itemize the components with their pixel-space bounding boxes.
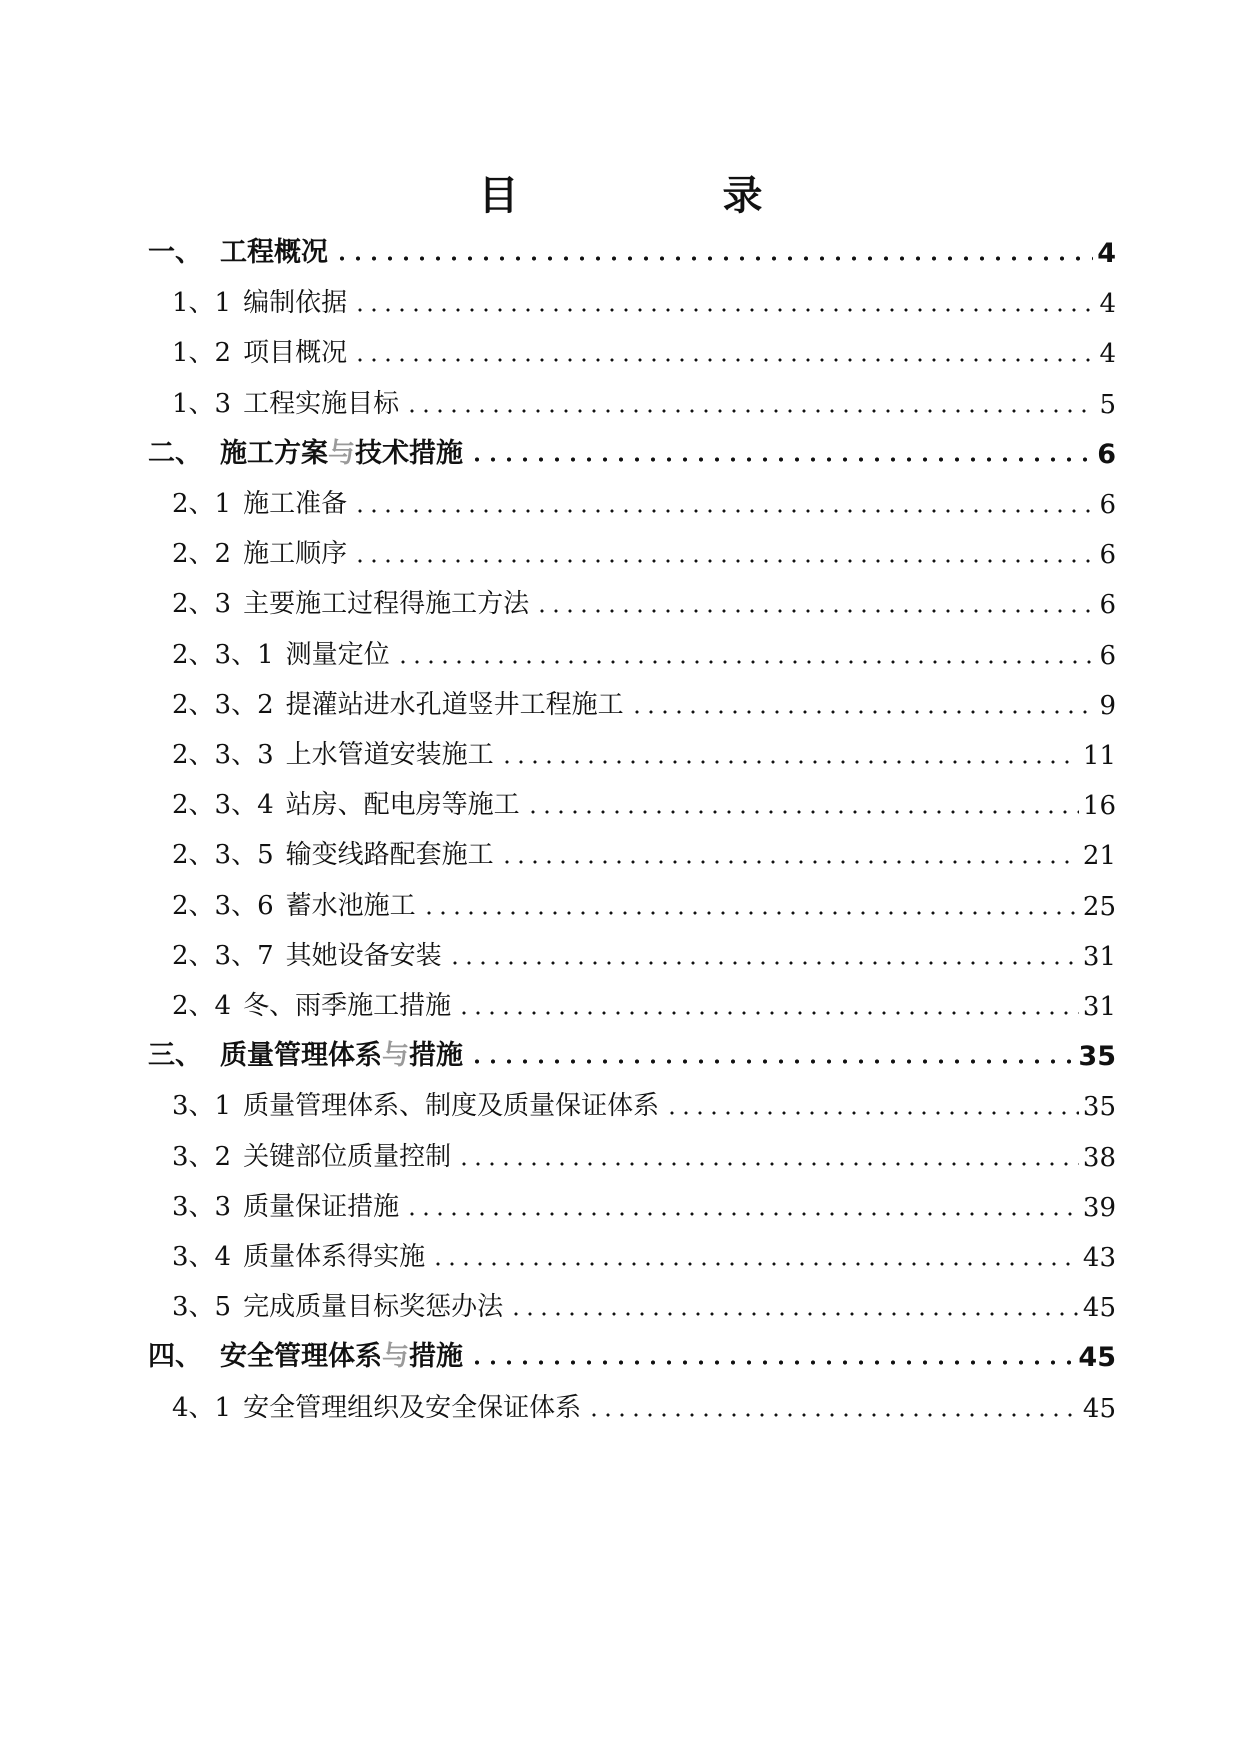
toc-entry-number: 2、2 xyxy=(172,539,232,570)
toc-page-number: 4 xyxy=(1099,339,1116,370)
toc-section-entry[interactable] xyxy=(172,1384,1116,1424)
toc-chapter-entry[interactable] xyxy=(148,1333,1116,1373)
toc-dot-leader xyxy=(448,961,1079,965)
toc-page-number: 31 xyxy=(1082,941,1116,972)
toc-entry-number: 1、3 xyxy=(172,388,232,419)
toc-entry-title xyxy=(220,431,463,470)
toc-entry-number: 2、3、3 xyxy=(172,740,274,770)
toc-section-entry[interactable] xyxy=(172,982,1116,1022)
toc-section-entry[interactable] xyxy=(172,631,1116,671)
toc-section-entry[interactable] xyxy=(172,681,1116,721)
toc-entry-title-text: 关键部位质量控制 xyxy=(243,1141,452,1172)
toc-entry-title xyxy=(243,383,399,420)
toc-entry-number: 3、2 xyxy=(172,1141,232,1172)
toc-page-number: 35 xyxy=(1082,1092,1116,1123)
toc-entry-number: 2、3、6 xyxy=(172,890,274,921)
toc-entry-title-connector: 与 xyxy=(328,437,355,469)
toc-entry-number: 1、2 xyxy=(172,338,232,369)
toc-entry-title xyxy=(243,483,347,520)
toc-entry-title-text: 施工准备 xyxy=(243,489,348,519)
toc-section-entry[interactable] xyxy=(172,530,1116,570)
toc-page-number: 35 xyxy=(1078,1041,1116,1073)
toc-entry-title-text: 其她设备安装 xyxy=(285,940,442,971)
toc-entry-title-text: 施工顺序 xyxy=(243,539,348,570)
toc-page-number: 6 xyxy=(1097,438,1116,470)
toc-page-number: 6 xyxy=(1099,540,1116,571)
toc-entry-number: 三、 xyxy=(148,1040,202,1072)
toc-chapter-entry[interactable] xyxy=(148,430,1116,470)
toc-entry-title-text: 项目概况 xyxy=(243,338,348,369)
toc-section-entry[interactable] xyxy=(172,882,1116,922)
toc-entry-title-text: 蓄水池施工 xyxy=(285,890,416,921)
toc-entry-title-text: 主要施工过程得施工方法 xyxy=(243,589,530,620)
toc-entry-number: 2、4 xyxy=(172,991,232,1021)
toc-entry-title-text: 安全管理体系 xyxy=(220,1341,382,1373)
toc-page-number: 11 xyxy=(1082,741,1116,771)
toc-entry-number: 一、 xyxy=(148,237,202,268)
toc-entry-title-text: 工程实施目标 xyxy=(243,388,400,419)
toc-entry-title-text: 上水管道安装施工 xyxy=(285,740,494,770)
toc-entry-title-text: 输变线路配套施工 xyxy=(285,840,494,871)
toc-dot-leader xyxy=(431,1262,1079,1266)
toc-entry-title-text: 安全管理组织及安全保证体系 xyxy=(243,1392,582,1423)
toc-entry-number: 2、3 xyxy=(172,589,232,620)
toc-section-entry[interactable] xyxy=(172,1133,1116,1173)
toc-dot-leader xyxy=(469,457,1093,462)
toc-dot-leader xyxy=(500,760,1079,764)
toc-entry-number: 3、5 xyxy=(172,1292,232,1323)
toc-page-number: 45 xyxy=(1082,1293,1116,1324)
toc-dot-leader xyxy=(457,1162,1079,1166)
toc-entry-number: 1、1 xyxy=(172,288,232,319)
toc-section-entry[interactable] xyxy=(172,580,1116,620)
toc-dot-leader xyxy=(665,1111,1079,1115)
toc-section-entry[interactable] xyxy=(172,781,1116,821)
toc-page-number: 6 xyxy=(1099,590,1116,621)
toc-entry-title xyxy=(243,282,347,319)
toc-entry-number: 2、3、2 xyxy=(172,689,274,720)
toc-entry-number: 4、1 xyxy=(172,1392,232,1423)
toc-chapter-entry[interactable] xyxy=(148,229,1116,269)
toc-dot-leader xyxy=(509,1312,1079,1316)
toc-entry-title xyxy=(220,1334,463,1373)
toc-dot-leader xyxy=(405,1212,1079,1216)
toc-dot-leader xyxy=(526,810,1079,814)
toc-entry-title-text: 工程概况 xyxy=(220,237,328,268)
toc-page-number: 39 xyxy=(1082,1192,1116,1223)
toc-entry-number: 2、3、7 xyxy=(172,940,274,971)
toc-entry-title xyxy=(243,985,451,1022)
toc-entry-number: 四、 xyxy=(148,1341,202,1373)
toc-page-number: 4 xyxy=(1097,238,1116,269)
toc-dot-leader xyxy=(457,1011,1079,1015)
toc-entry-title-text: 质量体系得实施 xyxy=(243,1242,426,1272)
toc-dot-leader xyxy=(500,860,1079,864)
toc-entry-title xyxy=(243,332,347,369)
toc-entry-title xyxy=(243,1236,425,1273)
toc-page-number: 38 xyxy=(1082,1142,1116,1173)
toc-page-number: 45 xyxy=(1082,1393,1116,1424)
toc-entry-title xyxy=(220,1033,463,1072)
toc-section-entry[interactable] xyxy=(172,1183,1116,1223)
toc-entry-title xyxy=(286,734,494,771)
toc-section-entry[interactable] xyxy=(172,1233,1116,1273)
toc-entry-title xyxy=(243,1286,503,1323)
toc-dot-leader xyxy=(396,660,1096,664)
toc-entry-number: 3、1 xyxy=(172,1091,232,1122)
toc-dot-leader xyxy=(353,358,1095,362)
toc-dot-leader xyxy=(587,1413,1079,1417)
toc-entry-title xyxy=(243,1186,399,1223)
toc-title: 目 录 xyxy=(478,173,845,219)
toc-entry-title-text: 完成质量目标奖惩办法 xyxy=(243,1292,504,1323)
toc-page-number: 21 xyxy=(1082,841,1116,872)
toc-entry-title-text: 冬、雨季施工措施 xyxy=(243,991,452,1021)
toc-entry-number: 2、3、5 xyxy=(172,840,274,871)
toc-dot-leader xyxy=(469,1059,1074,1064)
toc-page-number: 16 xyxy=(1082,791,1116,822)
toc-entry-title-text: 编制依据 xyxy=(243,288,348,319)
toc-entry-title xyxy=(243,1136,451,1173)
toc-page-number: 5 xyxy=(1099,389,1116,420)
toc-entry-number: 3、3 xyxy=(172,1191,232,1222)
toc-page-number: 31 xyxy=(1082,992,1116,1022)
toc-entry-title xyxy=(220,230,328,269)
toc-dot-leader xyxy=(353,509,1095,513)
toc-entry-title-text-end: 措施 xyxy=(409,1341,463,1373)
toc-entry-title xyxy=(286,885,416,922)
toc-entry-title-text: 质量保证措施 xyxy=(243,1191,400,1222)
toc-entry-title-text: 质量管理体系 xyxy=(220,1040,382,1072)
toc-entry-title-text: 测量定位 xyxy=(285,639,390,670)
toc-section-entry[interactable] xyxy=(172,1082,1116,1122)
toc-page-number: 4 xyxy=(1099,289,1116,320)
toc-entry-title-text: 质量管理体系、制度及质量保证体系 xyxy=(243,1091,660,1122)
toc-section-entry[interactable] xyxy=(172,279,1116,319)
toc-dot-leader xyxy=(334,256,1093,261)
toc-entry-title xyxy=(286,684,624,721)
toc-section-entry[interactable] xyxy=(172,731,1116,771)
toc-entry-number: 2、3、1 xyxy=(172,639,274,670)
toc-entry-title xyxy=(243,533,347,570)
toc-entry-title xyxy=(286,784,520,821)
toc-entry-title xyxy=(286,634,390,671)
toc-page-number: 45 xyxy=(1078,1342,1116,1374)
toc-dot-leader xyxy=(353,308,1095,312)
toc-section-entry[interactable] xyxy=(172,480,1116,520)
toc-entry-title xyxy=(286,935,442,972)
toc-dot-leader xyxy=(630,710,1096,714)
toc-dot-leader xyxy=(405,409,1095,413)
toc-entry-number: 2、1 xyxy=(172,489,232,519)
toc-section-entry[interactable] xyxy=(172,831,1116,871)
toc-entry-title-connector: 与 xyxy=(382,1341,409,1373)
toc-entry-title-connector: 与 xyxy=(382,1040,409,1072)
toc-entry-title xyxy=(243,1387,581,1424)
toc-entry-title-text-end: 技术措施 xyxy=(355,437,463,469)
toc-entry-number: 二、 xyxy=(148,437,202,469)
toc-entry-title xyxy=(243,583,529,620)
toc-entry-title-text: 施工方案 xyxy=(220,437,328,469)
toc-dot-leader xyxy=(422,911,1079,915)
toc-entry-number: 3、4 xyxy=(172,1242,232,1272)
toc-page-number: 9 xyxy=(1099,690,1116,721)
toc-entry-number: 2、3、4 xyxy=(172,790,274,821)
toc-page-number: 43 xyxy=(1082,1243,1116,1273)
toc-chapter-entry[interactable] xyxy=(148,1032,1116,1072)
toc-section-entry[interactable] xyxy=(172,932,1116,972)
toc-page-number: 6 xyxy=(1099,490,1116,520)
toc-entry-title-text-end: 措施 xyxy=(409,1040,463,1072)
toc-entry-title xyxy=(243,1085,659,1122)
toc-entry-title xyxy=(286,834,494,871)
toc-entry-title-text: 站房、配电房等施工 xyxy=(285,790,520,821)
toc-dot-leader xyxy=(353,559,1095,563)
toc-section-entry[interactable] xyxy=(172,1283,1116,1323)
toc-dot-leader xyxy=(535,609,1095,613)
toc-entry-title-text: 提灌站进水孔道竖井工程施工 xyxy=(285,689,624,720)
toc-section-entry[interactable] xyxy=(172,329,1116,369)
toc-page-number: 6 xyxy=(1099,640,1116,671)
toc-page-number: 25 xyxy=(1082,891,1116,922)
toc-section-entry[interactable] xyxy=(172,380,1116,420)
toc-dot-leader xyxy=(469,1360,1074,1365)
